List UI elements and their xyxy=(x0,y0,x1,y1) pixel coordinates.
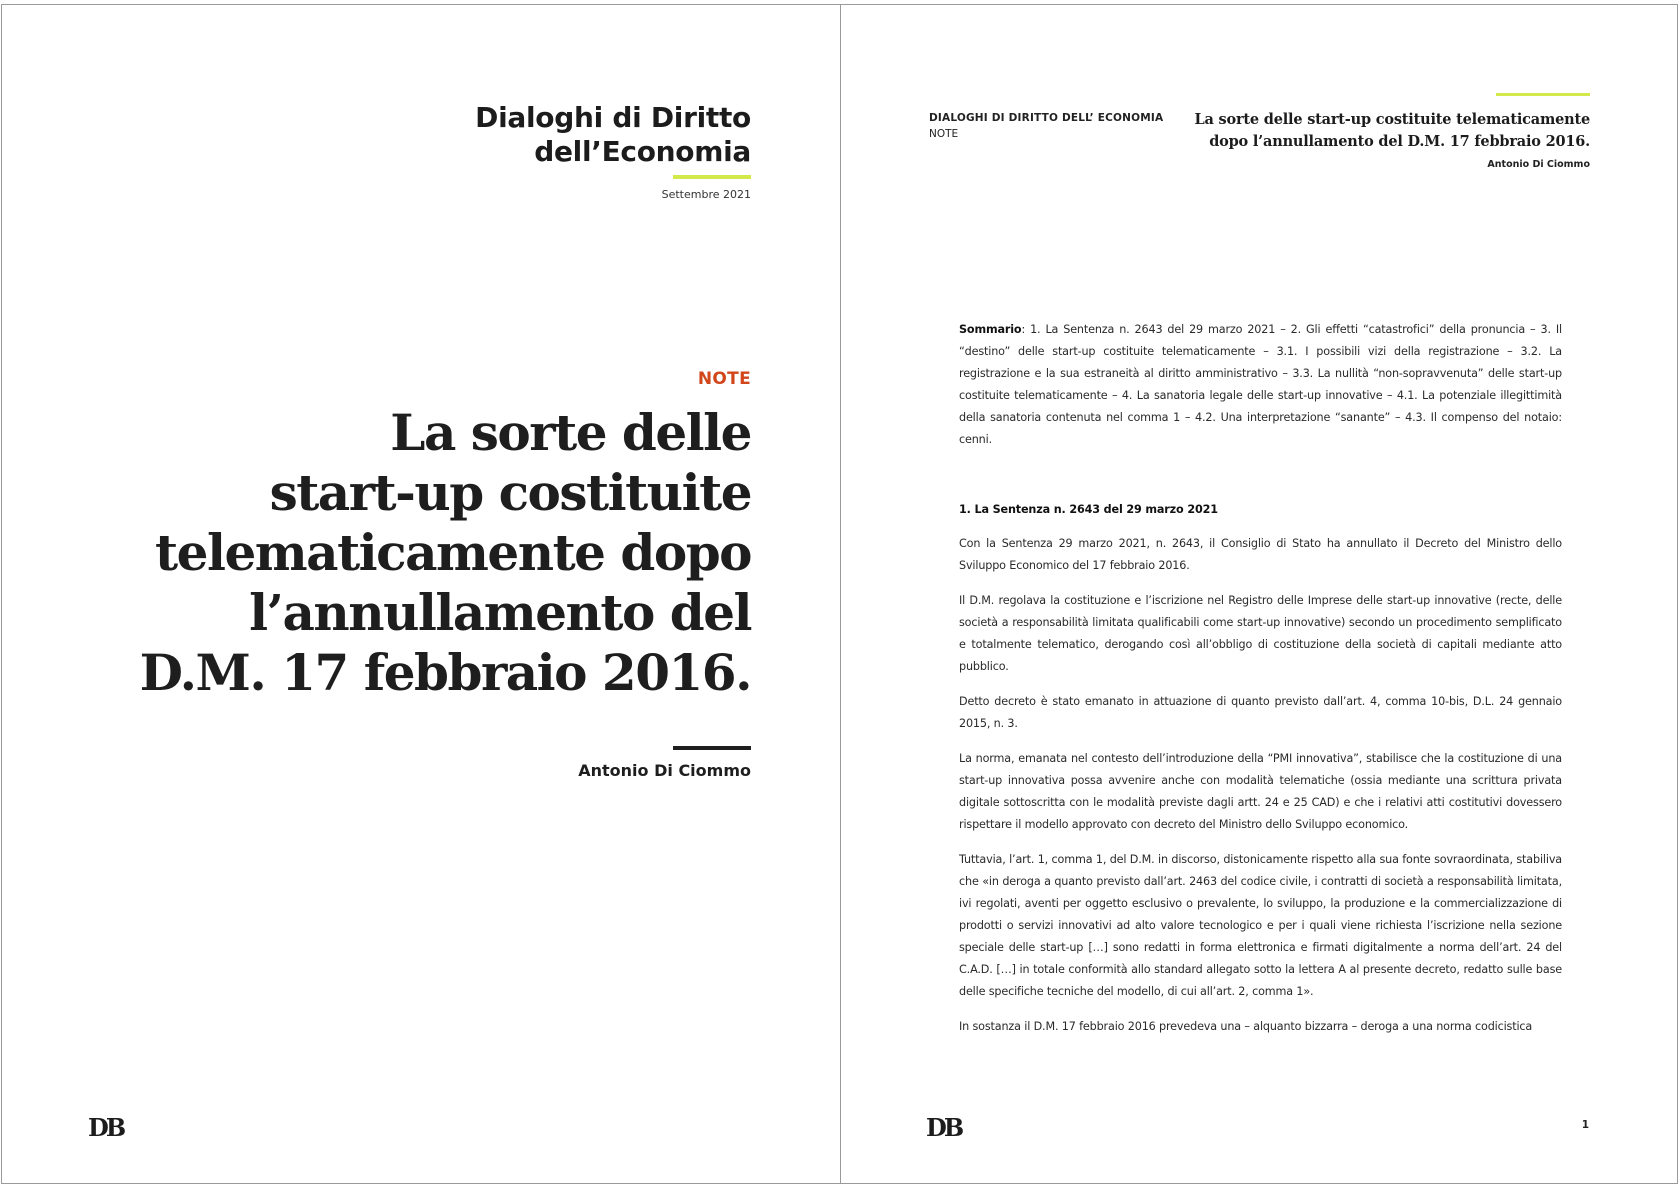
journal-title-line: Dialoghi di Diritto xyxy=(475,101,751,134)
publisher-logo: DB xyxy=(88,1113,124,1142)
body-paragraph: Tuttavia, l’art. 1, comma 1, del D.M. in discorso, distonicamente rispetto alla sua fonte sovraordinata, stabiliva che «in deroga a quanto previsto dall’art. 2463 del codice civile, i contratti di società a responsabilità limitata, ivi regolati, aventi per oggetto esclusivo o prevalente, lo sviluppo, la produzione e la commercializzazione di prodotti o servizi innovativi ad alto valore tecnologico e per i quali viene richiesta l’iscrizione nella sezione speciale delle start-up […] sono redatti in forma elettronica e firmati digitalmente a norma dell’art. 24 del C.A.D. […] in totale conformità allo standard allegato sotto la lettera A al presente decreto, redatto sulle base delle specifiche tecniche del modello, di cui all’art. 2, comma 1». xyxy=(959,853,1562,998)
section-tag: NOTE xyxy=(697,369,751,389)
issue-date: Settembre 2021 xyxy=(661,188,751,201)
article-page xyxy=(840,4,1678,1184)
body-paragraph: In sostanza il D.M. 17 febbraio 2016 prevedeva una – alquanto bizzarra – deroga a una norma codicistica xyxy=(959,1020,1533,1033)
running-title-line: La sorte delle start-up costituite telematicamente xyxy=(1194,111,1590,128)
author-divider xyxy=(673,746,751,750)
article-title-line: La sorte delle xyxy=(390,403,751,462)
running-header-journal: DIALOGHI DI DIRITTO DELL’ ECONOMIA xyxy=(929,112,1164,124)
cover-page xyxy=(1,4,841,1184)
running-header-author: Antonio Di Ciommo xyxy=(1487,159,1590,170)
journal-title xyxy=(331,101,751,169)
article-title-line: l’annullamento del xyxy=(249,583,751,642)
summary-label: Sommario xyxy=(959,323,1022,336)
publisher-logo: DB xyxy=(926,1113,962,1142)
article-title-line: D.M. 17 febbraio 2016. xyxy=(139,643,751,702)
section-heading: 1. La Sentenza n. 2643 del 29 marzo 2021 xyxy=(959,503,1218,516)
body-paragraph: Con la Sentenza 29 marzo 2021, n. 2643, il Consiglio di Stato ha annullato il Decreto del Ministro dello Sviluppo Economico del 17 febbraio 2016. xyxy=(959,537,1562,572)
accent-bar xyxy=(1496,93,1590,96)
summary xyxy=(959,319,1562,451)
accent-bar xyxy=(673,175,751,179)
journal-title-line: dell’Economia xyxy=(534,135,751,168)
body-paragraph: Detto decreto è stato emanato in attuazione di quanto previsto dall’art. 4, comma 10-bis, D.L. 24 gennaio 2015, n. 3. xyxy=(959,695,1562,730)
body-paragraph: Il D.M. regolava la costituzione e l’iscrizione nel Registro delle Imprese delle start-up innovative (recte, delle società a responsabilità limitata qualificabili come start-up innovative) secondo un procedimento semplificato e totalmente telematico, derogando così all’obbligo di costituzione della società di capitali mediante atto pubblico. xyxy=(959,594,1562,673)
running-header-section: NOTE xyxy=(929,128,959,140)
article-title-line: start-up costituite xyxy=(269,463,751,522)
running-header-title xyxy=(1170,109,1590,153)
page-number: 1 xyxy=(1581,1119,1589,1131)
article-title xyxy=(111,403,751,703)
author-name: Antonio Di Ciommo xyxy=(578,761,751,780)
body-paragraph: La norma, emanata nel contesto dell’introduzione della “PMI innovativa”, stabilisce che la costituzione di una start-up innovativa possa avvenire anche con modalità telematiche (ossia mediante una scrittura privata digitale sottoscritta con le modalità previste dagli artt. 24 e 25 CAD) e che i relativi atti costitutivi dovessero rispettare il modello approvato con decreto del Ministro dello Sviluppo economico. xyxy=(959,752,1562,831)
article-title-line: telematicamente dopo xyxy=(155,523,751,582)
running-title-line: dopo l’annullamento del D.M. 17 febbraio 2016. xyxy=(1209,133,1590,150)
article-body xyxy=(959,319,1562,1051)
summary-text: : 1. La Sentenza n. 2643 del 29 marzo 2021 – 2. Gli effetti “catastrofici” della pronuncia – 3. Il “destino” delle start-up costituite telematicamente – 3.1. I possibili vizi della registrazione – 3.2. La registrazione e la sua estraneità al diritto amministrativo – 3.3. La nullità “non-sopravvenuta” delle start-up costituite telematicamente – 4. La sanatoria legale delle start-up innovative – 4.1. La potenziale illegittimità della sanatoria contenuta nel comma 1 – 4.2. Una interpretazione “sanante” – 4.3. Il compenso del notaio: cenni. xyxy=(959,323,1562,446)
